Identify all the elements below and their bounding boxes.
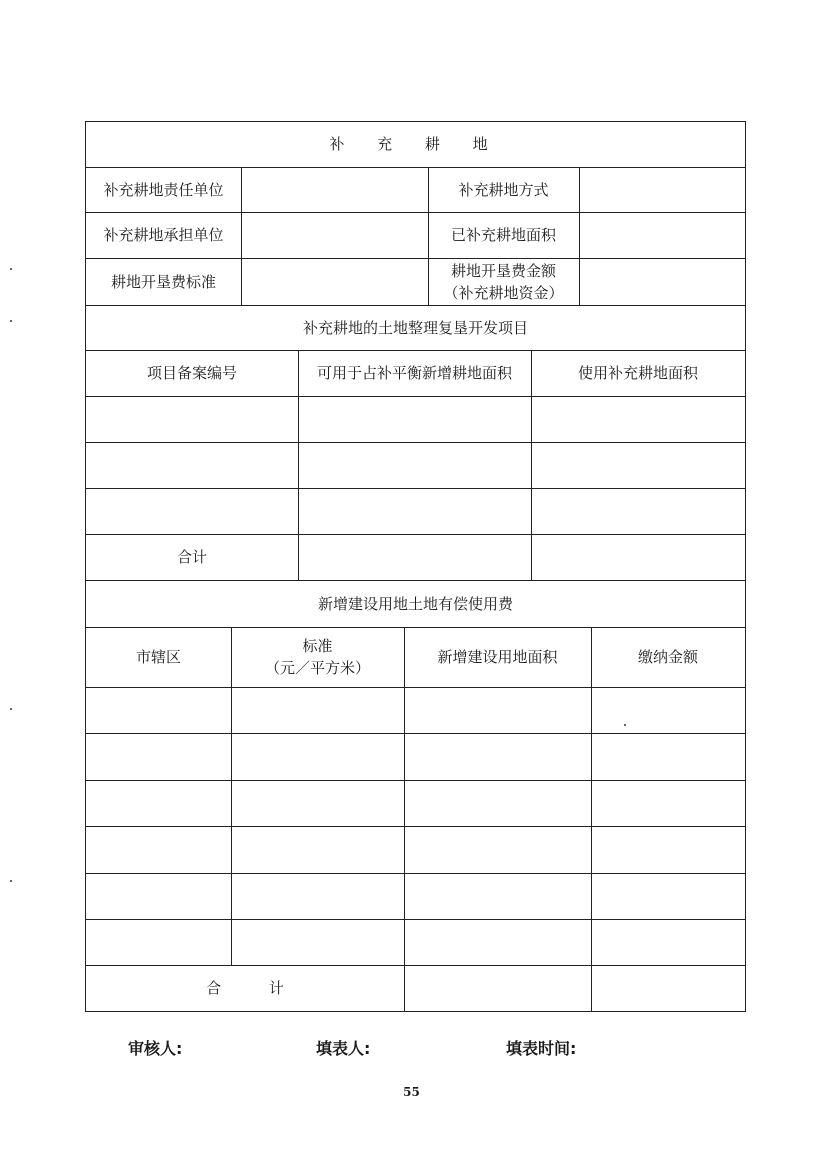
section3-row-5-cell-3[interactable] bbox=[404, 873, 591, 919]
section3-row-1-cell-3[interactable] bbox=[404, 687, 591, 733]
section3-row-4-cell-2[interactable] bbox=[231, 826, 404, 873]
section3-total-area[interactable] bbox=[404, 965, 591, 1011]
district-header: 市辖区 bbox=[135, 648, 181, 666]
section3-row-2-cell-2[interactable] bbox=[231, 733, 404, 780]
section3-title: 新增建设用地土地有偿使用费 bbox=[317, 594, 513, 613]
supplemented-area-value[interactable] bbox=[579, 212, 745, 258]
section2-total-label: 合计 bbox=[176, 548, 207, 566]
section3-row-6-cell-4[interactable] bbox=[591, 919, 745, 965]
section2-row-2-cell-1[interactable] bbox=[86, 442, 298, 488]
payment-amount-header: 缴纳金额 bbox=[637, 648, 698, 666]
section2-title: 补充耕地的土地整理复垦开发项目 bbox=[302, 318, 528, 337]
section2-total-used[interactable] bbox=[531, 534, 745, 580]
section3-row-3-cell-3[interactable] bbox=[404, 780, 591, 826]
section3-row-1-cell-2[interactable] bbox=[231, 687, 404, 733]
section3-row-5-cell-2[interactable] bbox=[231, 873, 404, 919]
new-construction-area-header: 新增建设用地面积 bbox=[437, 648, 558, 666]
method-value[interactable] bbox=[579, 167, 745, 212]
section3-row-4-cell-4[interactable] bbox=[591, 826, 745, 873]
used-supplement-area-header: 使用补充耕地面积 bbox=[577, 364, 698, 382]
section2-row-3-cell-2[interactable] bbox=[298, 488, 531, 534]
responsible-unit-label: 补充耕地责任单位 bbox=[103, 180, 224, 199]
section3-row-6-cell-1[interactable] bbox=[86, 919, 231, 965]
section2-row-2-cell-3[interactable] bbox=[531, 442, 745, 488]
scan-speck bbox=[624, 724, 626, 726]
section2-row-1-cell-2[interactable] bbox=[298, 396, 531, 442]
section2-row-1-cell-1[interactable] bbox=[86, 396, 298, 442]
page-number: 55 bbox=[403, 1085, 420, 1099]
fill-time-label: 填表时间: bbox=[506, 1039, 577, 1058]
reclamation-fee-amount-value[interactable] bbox=[579, 258, 745, 305]
undertaking-unit-value[interactable] bbox=[241, 212, 428, 258]
margin-speck bbox=[10, 880, 12, 882]
reviewer-label: 审核人: bbox=[128, 1039, 183, 1058]
reclamation-fee-standard-label: 耕地开垦费标准 bbox=[110, 272, 216, 291]
section3-row-5-cell-4[interactable] bbox=[591, 873, 745, 919]
filler-label: 填表人: bbox=[316, 1039, 371, 1058]
section3-row-4-cell-3[interactable] bbox=[404, 826, 591, 873]
section3-row-2-cell-4[interactable] bbox=[591, 733, 745, 780]
supplemented-area-label: 已补充耕地面积 bbox=[450, 226, 556, 244]
reclamation-fee-standard-value[interactable] bbox=[241, 258, 428, 305]
section3-row-3-cell-2[interactable] bbox=[231, 780, 404, 826]
section3-row-2-cell-1[interactable] bbox=[86, 733, 231, 780]
reclamation-fee-amount-label: 耕地开垦费金额 （补充耕地资金） bbox=[443, 261, 564, 302]
section1-title: 补 充 耕 地 bbox=[329, 135, 502, 153]
responsible-unit-value[interactable] bbox=[241, 167, 428, 212]
section3-row-3-cell-1[interactable] bbox=[86, 780, 231, 826]
standard-header: 标准 （元／平方米） bbox=[264, 637, 370, 677]
section3-total-label: 合 计 bbox=[206, 979, 284, 997]
project-filing-number-header: 项目备案编号 bbox=[146, 364, 237, 382]
section3-row-3-cell-4[interactable] bbox=[591, 780, 745, 826]
balance-new-area-header: 可用于占补平衡新增耕地面积 bbox=[316, 364, 512, 382]
margin-speck bbox=[10, 320, 12, 322]
section2-total-area[interactable] bbox=[298, 534, 531, 580]
section3-row-4-cell-1[interactable] bbox=[86, 826, 231, 873]
section3-row-1-cell-4[interactable] bbox=[591, 687, 745, 733]
section3-row-5-cell-1[interactable] bbox=[86, 873, 231, 919]
margin-speck bbox=[10, 268, 12, 270]
section3-row-1-cell-1[interactable] bbox=[86, 687, 231, 733]
section2-row-2-cell-2[interactable] bbox=[298, 442, 531, 488]
section3-row-6-cell-3[interactable] bbox=[404, 919, 591, 965]
method-label: 补充耕地方式 bbox=[458, 180, 549, 199]
margin-speck bbox=[10, 708, 12, 710]
section2-row-1-cell-3[interactable] bbox=[531, 396, 745, 442]
undertaking-unit-label: 补充耕地承担单位 bbox=[103, 226, 224, 244]
section2-row-3-cell-1[interactable] bbox=[86, 488, 298, 534]
section3-row-2-cell-3[interactable] bbox=[404, 733, 591, 780]
section2-row-3-cell-3[interactable] bbox=[531, 488, 745, 534]
section3-total-amount[interactable] bbox=[591, 965, 745, 1011]
section3-row-6-cell-2[interactable] bbox=[231, 919, 404, 965]
